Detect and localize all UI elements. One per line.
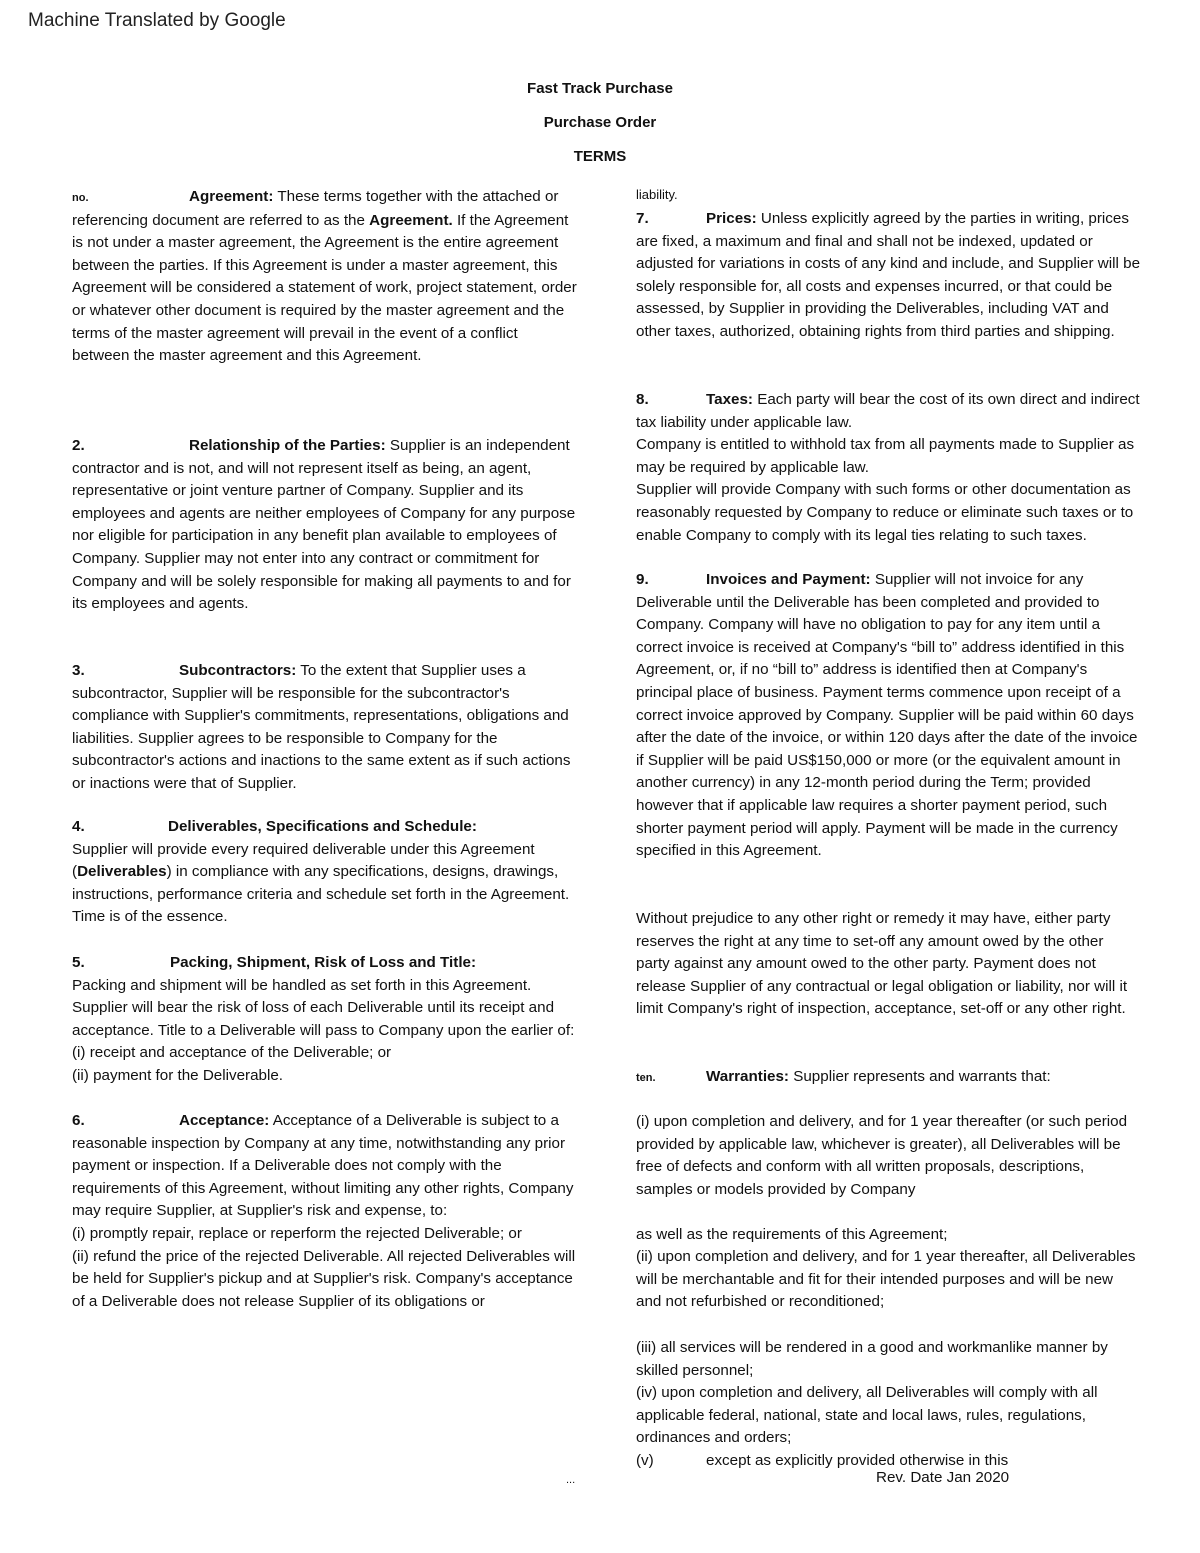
section-8-taxes: 8. Taxes: Each party will bear the cost of its own direct and indirect tax liability under applicable law. Company is entitled to withhold tax from all payments made to Supplier as may be required by applicable law. Supplier will provide Company with such forms or other documentation as reasonably requested by Company to reduce or eliminate such taxes or to enable Company to comply with its legal ties relating to such taxes. [636,389,1141,547]
page-number-marker: ... [566,1474,576,1486]
document-subtitle: Purchase Order [543,114,657,131]
list-item: (i) promptly repair, replace or reperform the rejected Deliverable; or [72,1224,522,1242]
warranty-item-v: (v) except as explicitly provided otherwise in this [636,1452,1009,1469]
section-text: Packing and shipment will be handled as set forth in this Agreement. Supplier will bear the risk of loss of each Deliverable until its receipt and acceptance. Title to a Deliverable will pass to Company upon the earlier of: [72,976,575,1039]
terms-heading: TERMS [573,148,627,165]
defined-term: Agreement. [369,211,453,229]
document-title: Fast Track Purchase [527,80,673,97]
section-title: Prices: [706,210,757,227]
section-7-prices: 7. Prices: Unless explicitly agreed by the parties in writing, prices are fixed, a maximum and final and shall not be indexed, updated or adjusted for variations in costs of any kind and include, and Supplier will be solely responsible for, all costs and expenses incurred, or that could be assessed, by Supplier in providing the Deliverables, including VAT and other taxes, authorized, obtaining rights from third parties and shipping. [636,210,1141,340]
section-title: Packing, Shipment, Risk of Loss and Title: [170,954,477,971]
section-paragraph: Supplier will provide Company with such forms or other documentation as reasonably requested by Company to reduce or eliminate such taxes or to enable Company to comply with its legal ties relating to such taxes. [636,481,1134,544]
section-title: Subcontractors: [179,662,297,679]
section-title: Agreement: [189,188,274,205]
section-text: These terms together with the attached or referencing document are referred to as the [72,188,559,229]
section-title: Invoices and Payment: [706,571,871,588]
list-item: (ii) refund the price of the rejected Deliverable. All rejected Deliverables will be held for Supplier's pickup and at Supplier's risk. Company's acceptance of a Deliverable does not release Supplier of its obligations or [72,1247,576,1310]
section-title: Relationship of the Parties: [189,437,386,454]
section-text: Supplier will provide every required deliverable under this Agreement ( [72,840,535,881]
machine-translation-notice: Machine Translated by Google [28,10,286,31]
section-text: Each party will bear the cost of its own direct and indirect tax liability under applicable law. [636,391,1140,431]
section-6-continuation: liability. [636,187,678,202]
defined-term: Deliverables [77,863,167,881]
section-1-agreement: no. Agreement: These terms together with the attached or referencing document are referred to as the Agreement. If the Agreement is not under a master agreement, the Agreement is the entire agreement between the parties. If this Agreement is under a master agreement, this Agreement will be considered a statement of work, project statement, order or whatever other document is required by the master agreement and the terms of the master agreement will prevail in the event of a conflict between the master agreement and this Agreement. [72,188,577,365]
revision-date: Rev. Date Jan 2020 [876,1469,1010,1486]
section-2-relationship: 2. Relationship of the Parties: Supplier is an independent contractor and is not, and will not represent itself as being, an agent, representative or joint venture partner of Company. Supplier and its employees and agents are neither employees of Company for any purpose nor eligible for participation in any benefit plan available to employees of Company. Supplier may not enter into any contract or commitment for Company and will be solely responsible for making all payments to and for its employees and agents. [72,437,576,613]
warranty-item-iii: (iii) all services will be rendered in a good and workmanlike manner by skilled personnel; [636,1339,1108,1379]
section-text: Acceptance of a Deliverable is subject to a reasonable inspection by Company at any time, notwithstanding any prior payment or inspection. If a Deliverable does not comply with the requirements of this Agreement, without limiting any other rights, Company may require Supplier, at Supplier's risk and expense, to: [72,1112,574,1220]
section-title: Warranties: [706,1068,789,1085]
warranty-item-ii: (ii) upon completion and delivery, and for 1 year thereafter, all Deliverables will be merchantable and fit for their intended purposes and will be new and not refurbished or reconditioned; [636,1248,1136,1311]
section-9-invoices: 9. Invoices and Payment: Supplier will not invoice for any Deliverable until the Deliverable has been completed and provided to Company. Company will have no obligation to pay for any item until a correct invoice is received at Company's “bill to” address identified in this Agreement, or, if no “bill to” address is identified then at Company's principal place of business. Payment terms commence upon receipt of a correct invoice approved by Company. Supplier will be paid within 60 days after the date of the invoice, or within 120 days after the date of the invoice if Supplier will be paid US$150,000 or more (or the equivalent amount in another currency) in any 12-month period during the Term; provided however that if applicable law requires a shorter payment period, such shorter payment period will apply. Payment will be made in the currency specified in this Agreement. [636,571,1138,860]
section-text: Supplier is an independent contractor and is not, and will not represent itself as being, an agent, representative or joint venture partner of Company. Supplier and its employees and agents are neither employees of Company for any purpose nor eligible for participation in any benefit plan available to employees of Company. Supplier may not enter into any contract or commitment for Company and will be solely responsible for making all payments to and for its employees and agents. [72,437,576,613]
section-title: Taxes: [706,391,753,408]
warranty-item-iv: (iv) upon completion and delivery, all Deliverables will comply with all applicable federal, national, state and local laws, rules, regulations, ordinances and orders; [636,1384,1098,1447]
section-paragraph: Company is entitled to withhold tax from all payments made to Supplier as may be required by applicable law. [636,436,1135,476]
section-4-deliverables: 4. Deliverables, Specifications and Schedule: Supplier will provide every required deliverable under this Agreement (Deliverables) in compliance with any specifications, designs, drawings, instructions, performance criteria and schedule set forth in the Agreement. Time is of the essence. [72,818,570,926]
section-text: Supplier represents and warrants that: [789,1068,1051,1085]
section-5-packing: 5. Packing, Shipment, Risk of Loss and Title: Packing and shipment will be handled as set forth in this Agreement. Supplier will bear the risk of loss of each Deliverable until its receipt and acceptance. Title to a Deliverable will pass to Company upon the earlier of: (i) receipt and acceptance of the Deliverable; or (ii) payment for the Deliverable. [72,952,577,1088]
section-text: Supplier will not invoice for any Deliverable until the Deliverable has been completed and provided to Company. Company will have no obligation to pay for any item until a correct invoice is received at Company's “bill to” address identified in this Agreement, or, if no “bill to” address is identified then at Company's principal place of business. Payment terms commence upon receipt of a correct invoice approved by Company. Supplier will be paid within 60 days after the date of the invoice, or within 120 days after the date of the invoice if Supplier will be paid US$150,000 or more (or the equivalent amount in another currency) in any 12-month period during the Term; provided however that if applicable law requires a shorter payment period, such shorter payment period will apply. Payment will be made in the currency specified in this Agreement. [636,571,1138,860]
section-text: ) in compliance with any specifications, designs, drawings, instructions, performance criteria and schedule set forth in the Agreement. Time is of the essence. [72,863,570,926]
section-9-setoff: Without prejudice to any other right or remedy it may have, either party reserves the right at any time to set-off any amount owed by the other party against any amount owed to the other party. Payment does not release Supplier of any contractual or legal obligation or liability, nor will it limit Company's right of inspection, acceptance, set-off or any other right. [636,910,1128,1018]
section-text: To the extent that Supplier uses a subcontractor, Supplier will be responsible for the subcontractor's compliance with Supplier's commitments, representations, obligations and liabilities. Supplier agrees to be responsible to Company for the subcontractor's actions and inactions to the same extent as if such actions or inactions were that of Supplier. [72,662,571,792]
warranty-item-i-continuation: as well as the requirements of this Agreement; [636,1226,948,1243]
list-item-text: except as explicitly provided otherwise in this [706,1452,1009,1469]
list-item: (i) receipt and acceptance of the Deliverable; or [72,1044,392,1062]
section-title: Acceptance: [179,1112,270,1129]
section-text: If the Agreement is not under a master agreement, the Agreement is the entire agreement between the parties. If this Agreement is under a master agreement, this Agreement will be considered a statement of work, project statement, order or whatever other document is required by the master agreement and the terms of the master agreement will prevail in the event of a conflict between the master agreement and this Agreement. [72,211,577,365]
warranty-item-i: (i) upon completion and delivery, and for 1 year thereafter (or such period provided by applicable law, whichever is greater), all Deliverables will be free of defects and conform with all written proposals, descriptions, samples or models provided by Company [636,1113,1128,1198]
section-3-subcontractors: 3. Subcontractors: To the extent that Supplier uses a subcontractor, Supplier will be responsible for the subcontractor's compliance with Supplier's commitments, representations, obligations and liabilities. Supplier agrees to be responsible to Company for the subcontractor's actions and inactions to the same extent as if such actions or inactions were that of Supplier. [72,662,571,792]
section-6-acceptance: 6. Acceptance: Acceptance of a Deliverable is subject to a reasonable inspection by Company at any time, notwithstanding any prior payment or inspection. If a Deliverable does not comply with the requirements of this Agreement, without limiting any other rights, Company may require Supplier, at Supplier's risk and expense, to: (i) promptly repair, replace or reperform the rejected Deliverable; or (ii) refund the price of the rejected Deliverable. All rejected Deliverables will be held for Supplier's pickup and at Supplier's risk. Company's acceptance of a Deliverable does not release Supplier of its obligations or [72,1110,577,1313]
list-item: (ii) payment for the Deliverable. [72,1066,284,1084]
section-10-warranties: ten. Warranties: Supplier represents and warrants that: [636,1068,1051,1085]
section-text: Unless explicitly agreed by the parties in writing, prices are fixed, a maximum and final and shall not be indexed, updated or adjusted for variations in costs of any kind and include, and Supplier will be solely responsible for, all costs and expenses incurred, or that could be assessed, by Supplier in providing the Deliverables, including VAT and other taxes, authorized, obtaining rights from third parties and shipping. [636,210,1141,340]
section-title: Deliverables, Specifications and Schedule: [168,818,477,835]
